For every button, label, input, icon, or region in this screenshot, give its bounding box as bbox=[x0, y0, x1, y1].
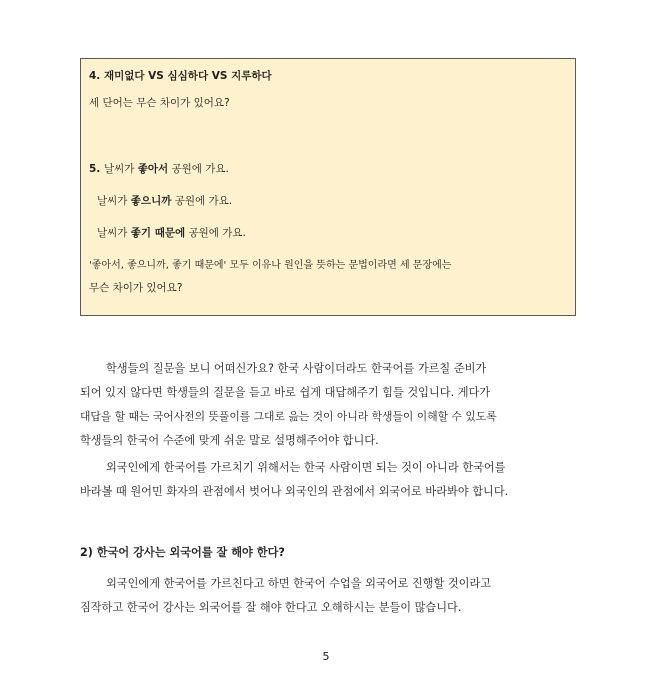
paragraph-2-line-1: 외국인에게 한국어를 가르치기 위해서는 한국 사람이면 되는 것이 아니라 한국어를 bbox=[106, 461, 506, 474]
q5-example-3 bbox=[97, 226, 246, 240]
paragraph-1-line-2: 되어 있지 않다면 학생들의 질문을 듣고 바로 쉽게 대답해주기 힘들 것입니다. 게다가 bbox=[80, 386, 491, 399]
paragraph-1-line-4: 학생들의 한국어 수준에 맞게 쉬운 말로 설명해주어야 합니다. bbox=[80, 434, 379, 447]
q5-example-1-pre: 날씨가 bbox=[103, 163, 138, 175]
q5-example-2 bbox=[97, 194, 232, 208]
q4-question: 세 단어는 무슨 차이가 있어요? bbox=[89, 97, 230, 109]
paragraph-1-line-3: 대답을 할 때는 국어사전의 뜻풀이를 그대로 읊는 것이 아니라 학생들이 이해할 수 있도록 bbox=[80, 410, 497, 423]
q5-example-2-post: 공원에 가요. bbox=[171, 195, 233, 207]
q5-example-1 bbox=[89, 162, 229, 176]
q5-example-2-pre: 날씨가 bbox=[97, 195, 131, 207]
q5-example-2-bold: 좋으니까 bbox=[130, 195, 172, 207]
paragraph-3-line-1: 외국인에게 한국어를 가르친다고 하면 한국어 수업을 외국어로 진행할 것이라고 bbox=[106, 577, 492, 590]
q5-example-1-bold: 좋아서 bbox=[137, 163, 169, 175]
q5-example-3-bold: 좋기 때문에 bbox=[130, 227, 186, 239]
question-box bbox=[80, 58, 576, 316]
q5-number: 5. bbox=[89, 163, 104, 175]
q5-example-1-post: 공원에 가요. bbox=[168, 163, 229, 175]
q5-example-3-post: 공원에 가요. bbox=[185, 227, 246, 239]
paragraph-3-line-2: 짐작하고 한국어 강사는 외국어를 잘 해야 한다고 오해하시는 분들이 많습니다. bbox=[80, 601, 462, 614]
q5-question-line-2: 무슨 차이가 있어요? bbox=[89, 282, 183, 294]
q5-question-line-1: '좋아서, 좋으니까, 좋기 때문에' 모두 이유나 원인을 뜻하는 문법이라면 세 문장에는 bbox=[89, 260, 452, 271]
page-number: 5 bbox=[322, 650, 330, 663]
paragraph-2-line-2: 바라볼 때 원어민 화자의 관점에서 벗어나 외국인의 관점에서 외국어로 바라봐야 합니다. bbox=[80, 485, 509, 498]
paragraph-3 bbox=[80, 572, 576, 620]
paragraph-1-line-1: 학생들의 질문을 보니 어떠신가요? 한국 사람이더라도 한국어를 가르칠 준비가 bbox=[106, 362, 487, 375]
paragraph-2 bbox=[80, 456, 576, 504]
q5-example-3-pre: 날씨가 bbox=[97, 227, 131, 239]
q4-title: 4. 재미없다 VS 심심하다 VS 지루하다 bbox=[89, 70, 272, 82]
paragraph-1 bbox=[80, 357, 576, 453]
section-heading: 2) 한국어 강사는 외국어를 잘 해야 한다? bbox=[80, 546, 285, 559]
